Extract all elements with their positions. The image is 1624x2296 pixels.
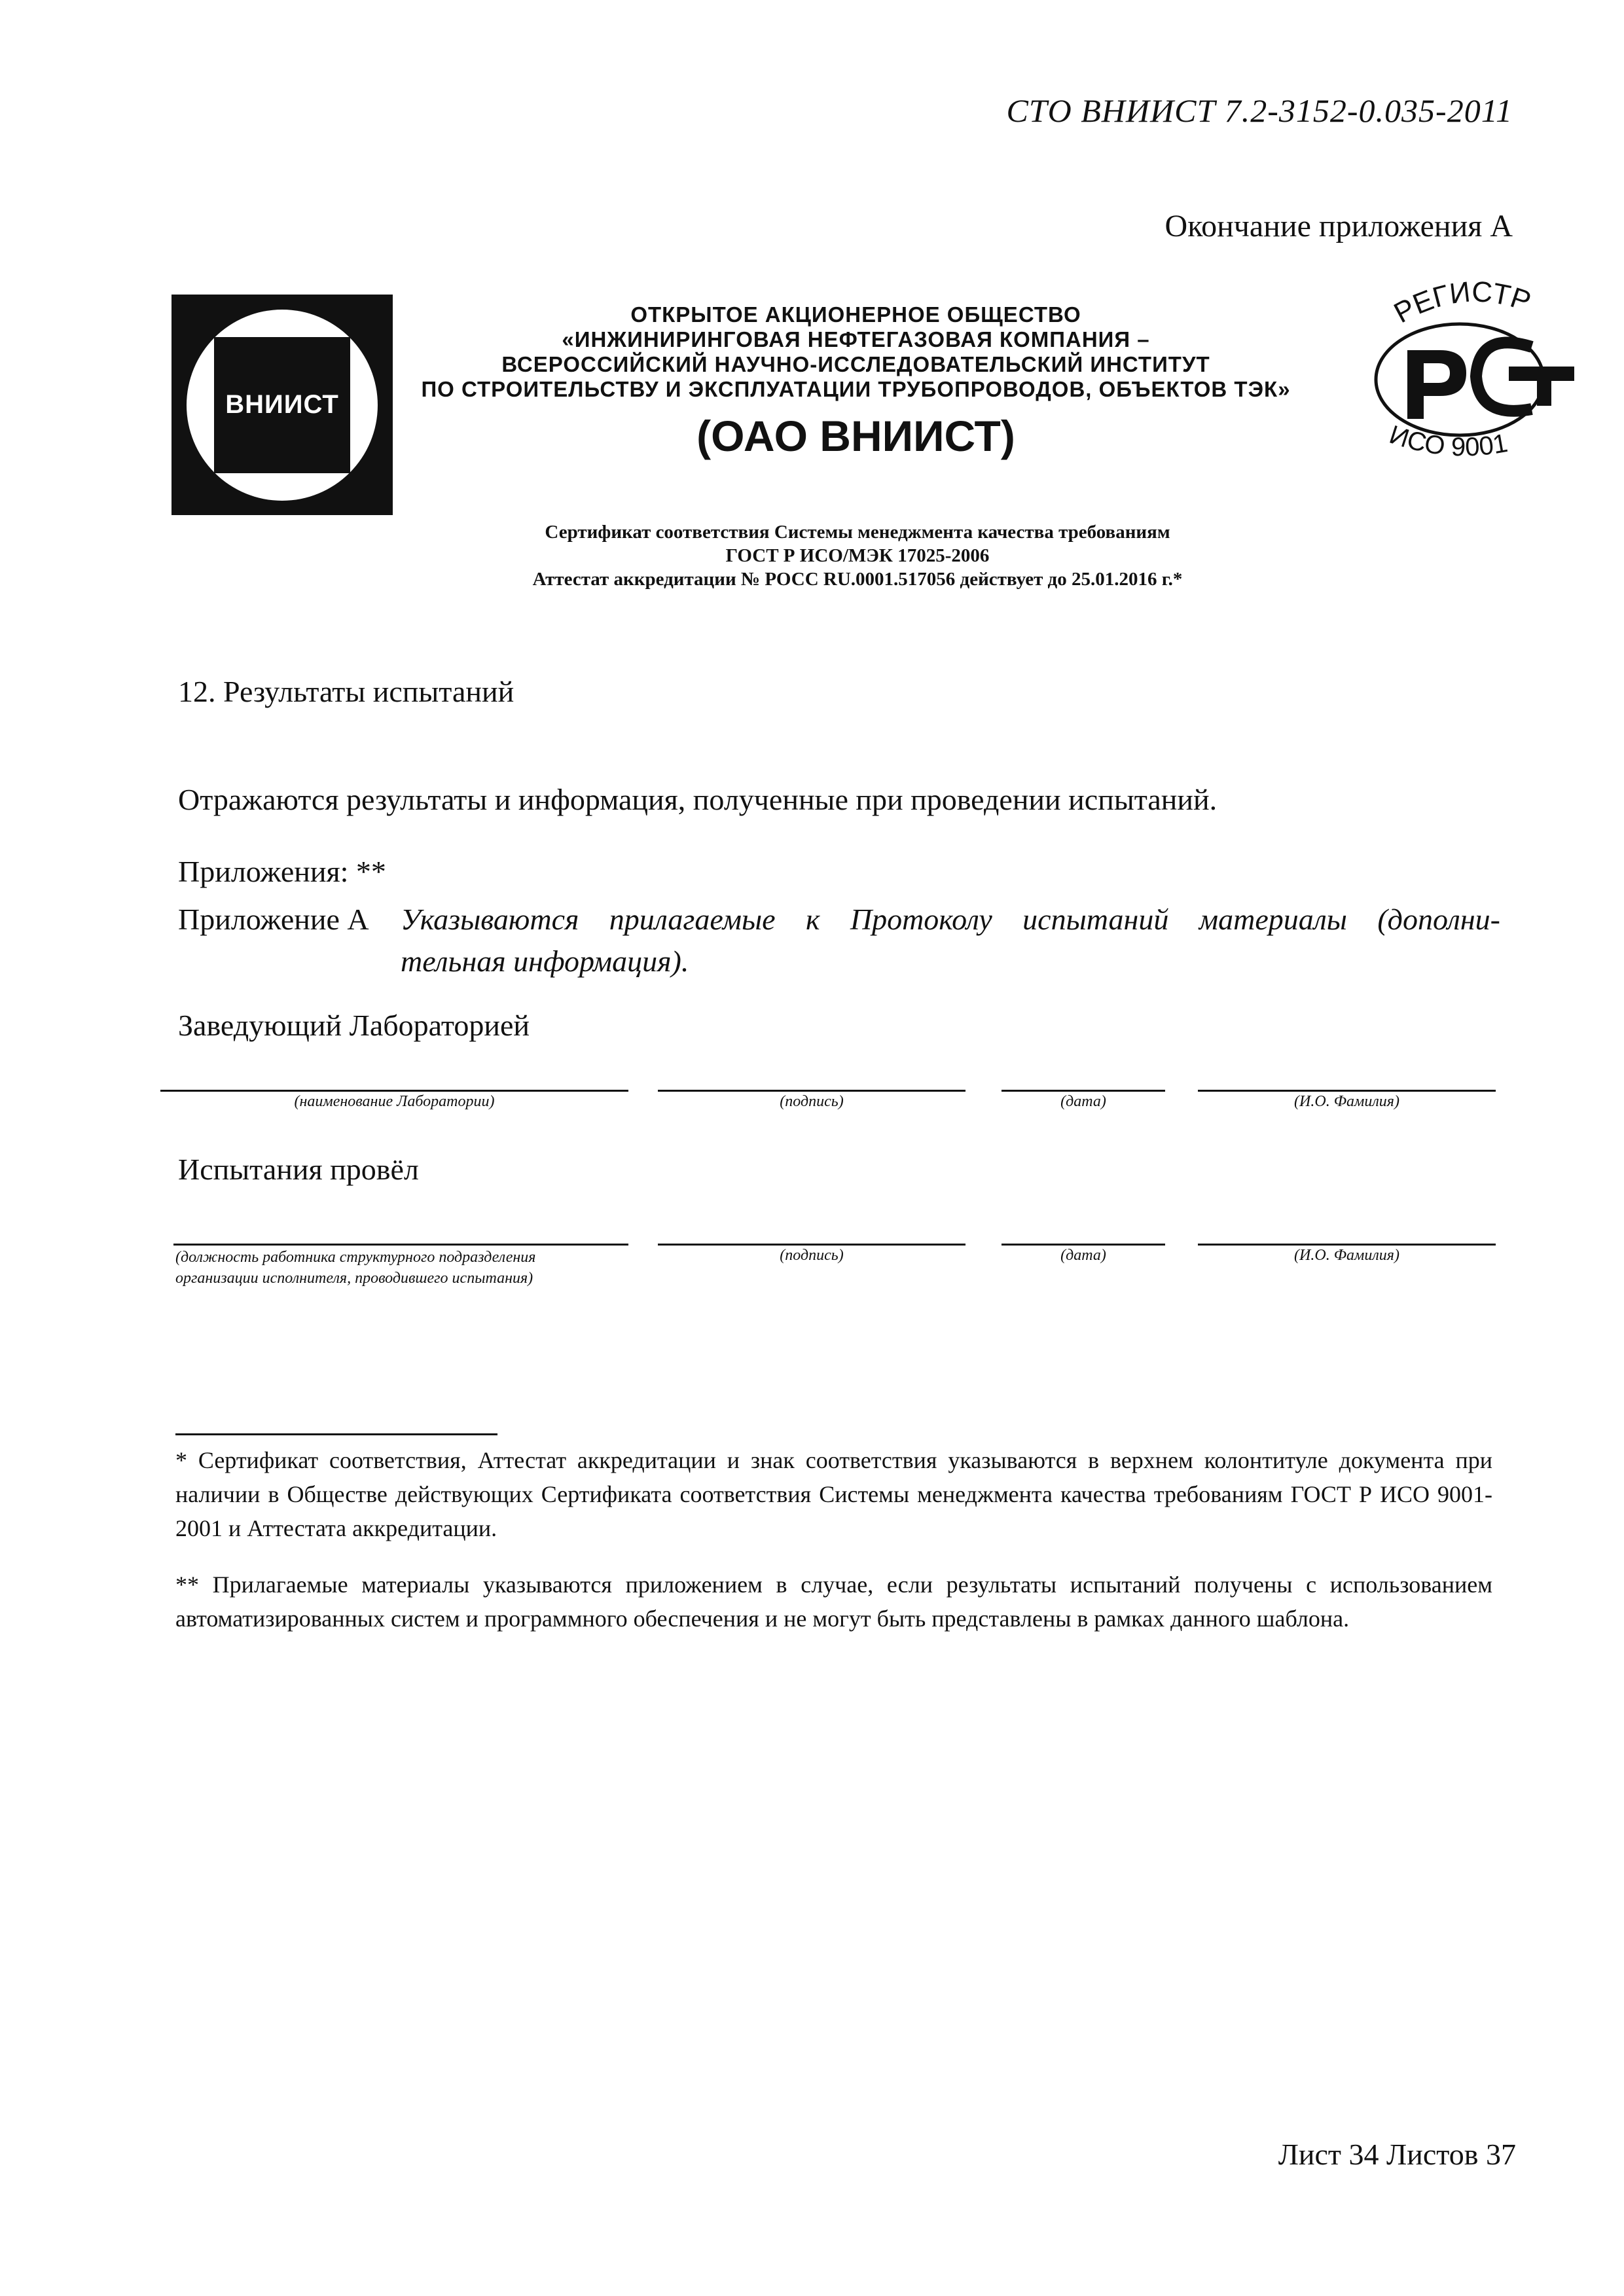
appendix-a: [178, 899, 1507, 982]
org-line: ОТКРЫТОЕ АКЦИОНЕРНОЕ ОБЩЕСТВО: [630, 302, 1081, 327]
appendix-a-description-cont: тельная информация).: [401, 944, 689, 978]
organization-name: [399, 302, 1312, 402]
footnote-2: ** Прилагаемые материалы указываются приложением в случае, если результаты испытаний получены с использованием автоматизированных систем и программного обеспечения и не могут быть представлены в рамках данного шаблона.: [175, 1571, 1492, 1632]
footnote-rule: [175, 1433, 497, 1435]
certification-block: [393, 520, 1322, 591]
org-line: ВСЕРОССИЙСКИЙ НАУЧНО-ИССЛЕДОВАТЕЛЬСКИЙ ИНСТИТУТ: [501, 352, 1210, 376]
document-code: СТО ВНИИСТ 7.2-3152-0.035-2011: [1006, 92, 1513, 129]
section-title: 12. Результаты испытаний: [178, 675, 514, 708]
footnote-1: * Сертификат соответствия, Аттестат аккредитации и знак соответствия указываются в верхнем колонтитуле документа при наличии в Обществе действующих Сертификата соответствия Системы менеджмента качества требованиям ГОСТ Р ИСО 9001-2001 и Аттестата аккредитации.: [175, 1447, 1492, 1541]
signature-caption: (подпись): [780, 1093, 844, 1110]
position-caption: [175, 1247, 634, 1289]
cert-line: ГОСТ Р ИСО/МЭК 17025-2006: [725, 545, 990, 566]
signature-line: [658, 1244, 965, 1246]
head-of-lab-label: Заведующий Лабораторией: [178, 1009, 530, 1042]
appendix-end-label: Окончание приложения А: [1164, 209, 1513, 243]
date-caption: (дата): [1060, 1093, 1106, 1110]
position-caption-line2: организации исполнителя, проводившего испытания): [175, 1270, 533, 1287]
cert-line: Сертификат соответствия Системы менеджмента качества требованиям: [545, 522, 1170, 543]
cert-line: Аттестат аккредитации № РОСС RU.0001.517056 действует до 25.01.2016 г.*: [532, 569, 1183, 590]
name-line: [1198, 1090, 1496, 1092]
appendix-a-description: Указываются прилагаемые к Протоколу испытаний материалы (дополни-: [401, 903, 1500, 936]
position-caption-line1: (должность работника структурного подразделения: [175, 1249, 536, 1266]
vniist-logo: [171, 295, 393, 515]
body-text: Отражаются результаты и информация, полученные при проведении испытаний.: [178, 783, 1218, 816]
signature-line: [658, 1090, 965, 1092]
date-caption: (дата): [1060, 1247, 1106, 1264]
logo-text: ВНИИСТ: [225, 390, 339, 419]
signature-caption: (подпись): [780, 1247, 844, 1264]
org-line: ПО СТРОИТЕЛЬСТВУ И ЭКСПЛУАТАЦИИ ТРУБОПРОВОДОВ, ОБЪЕКТОВ ТЭК»: [421, 377, 1291, 401]
rst-registr-iso9001-mark: [1362, 278, 1578, 475]
lab-name-line: [160, 1090, 628, 1092]
name-line: [1198, 1244, 1496, 1246]
name-caption: (И.О. Фамилия): [1294, 1247, 1399, 1264]
appendices-label: Приложения: **: [178, 855, 386, 888]
date-line: [1001, 1090, 1165, 1092]
organization-abbreviation: (ОАО ВНИИСТ): [696, 412, 1015, 460]
name-caption: (И.О. Фамилия): [1294, 1093, 1399, 1110]
position-line: [173, 1244, 628, 1246]
registr-text: РЕГИСТР: [1388, 278, 1535, 330]
appendix-a-name: Приложение А: [178, 903, 369, 936]
iso-9001-text: ИСО 9001: [1386, 420, 1510, 462]
org-line: «ИНЖИНИРИНГОВАЯ НЕФТЕГАЗОВАЯ КОМПАНИЯ –: [562, 327, 1150, 351]
page-number: Лист 34 Листов 37: [1278, 2138, 1516, 2171]
tester-label: Испытания провёл: [178, 1153, 419, 1186]
lab-name-caption: (наименование Лаборатории): [294, 1093, 495, 1110]
date-line: [1001, 1244, 1165, 1246]
